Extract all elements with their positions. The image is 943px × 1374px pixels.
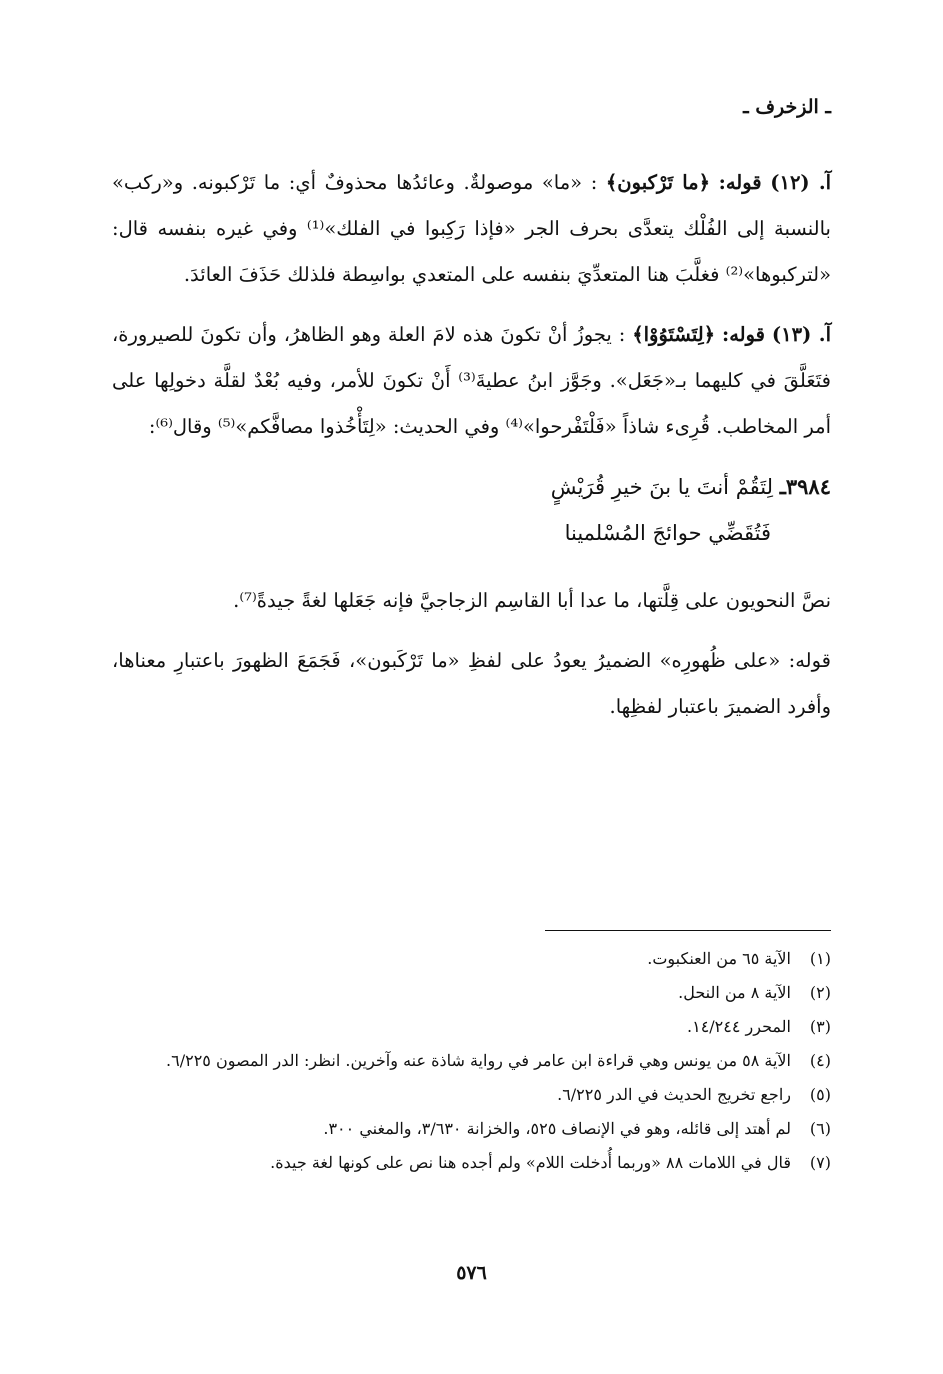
running-header: ـ الزخرف ـ — [743, 96, 831, 118]
quran-quote: ﴿لِتَسْتَوُوْا﴾ — [632, 323, 716, 346]
quran-quote: ﴿ما تَرْكبون﴾ — [605, 171, 711, 194]
footnote-number: (٤) — [809, 1051, 831, 1070]
footnote-number: (٥) — [809, 1085, 831, 1104]
footnote-text: المحرر ١٤/٢٤٤. — [687, 1017, 791, 1036]
footnote-separator — [545, 930, 831, 931]
footnote — [112, 1078, 831, 1112]
footnote-text: الآية ٨ من النحل. — [678, 983, 791, 1002]
footnote-number: (٧) — [809, 1153, 831, 1172]
footnote — [112, 1146, 831, 1180]
footnote-text: راجع تخريج الحديث في الدر ٦/٢٢٥. — [557, 1085, 791, 1104]
footnote-number: (٢) — [809, 983, 831, 1002]
paragraph-after-verse-2: قوله: «على ظُهورِه» الضميرُ يعودُ على لفظِ «ما تَرْكَبون»، فَجَمَعَ الظهورَ باعتبارِ معناها، وأفرد الضميرَ باعتبار لفظِها. — [112, 649, 831, 718]
footnote-text: قال في اللامات ٨٨ «وربما أُدخلت اللام» ولم أجده هنا نص على كونها لغة جيدة. — [270, 1153, 791, 1172]
footnote-number: (١) — [809, 949, 831, 968]
poetry-verse — [112, 464, 831, 556]
verse-hemistich-2: فَتُقَضِّي حوائجَ المُسْلمينا — [564, 521, 771, 545]
verse-number: ٣٩٨٤ـ — [779, 474, 831, 499]
page-number: ٥٧٦ — [456, 1262, 487, 1284]
footnote-number: (٦) — [809, 1119, 831, 1138]
footnote — [112, 1044, 831, 1078]
main-text — [112, 160, 831, 744]
footnote-text: الآية ٥٨ من يونس وهي قراءة ابن عامر في رواية شاذة عنه وآخرين. انظر: الدر المصون ٦/٢٢٥. — [166, 1051, 791, 1070]
footnote — [112, 942, 831, 976]
paragraph-text: : يجوزُ أنْ تكونَ هذه لامَ العلة وهو الظاهرُ، وأن تكونَ للصيرورة، فتَعَلَّقَ في كليهما بـ«جَعَل». وجَوَّز ابنُ عطيةَ⁽³⁾ أَنْ تكونَ للأمر، وفيه بُعْدٌ لقلَّة دخولِها على أمر المخاطب. قُرِىء شاذاً «فَلْتَفْرحوا»⁽⁴⁾ وفي الحديث: «لِتَأْخُذوا مصافَّكم»⁽⁵⁾ وقال⁽⁶⁾: — [112, 323, 831, 438]
paragraph-after-verse-1: نصَّ النحويون على قِلَّتها، ما عدا أبا القاسِم الزجاجيَّ فإنه جَعَلها لغةً جيدةً⁽⁷⁾. — [233, 589, 831, 612]
footnote-number: (٣) — [809, 1017, 831, 1036]
verse-first-hemistich — [112, 464, 831, 510]
verse-hemistich-1: لِتَقُمْ أنتَ يا بنَ خيرِ قُرَيْشٍ — [550, 475, 774, 499]
paragraph-number: آ. (١٣) — [771, 323, 832, 346]
footnote — [112, 976, 831, 1010]
footnotes — [112, 942, 831, 1180]
footnote — [112, 1112, 831, 1146]
footnote — [112, 1010, 831, 1044]
footnote-text: الآية ٦٥ من العنكبوت. — [647, 949, 791, 968]
paragraph-keyword: قوله: — [718, 171, 762, 194]
paragraph-12 — [112, 160, 831, 298]
paragraph-keyword: قوله: — [722, 323, 765, 346]
footnote-text: لم أهتد إلى قائله، وهو في الإنصاف ٥٢٥، والخزانة ٣/٦٣٠، والمغني ٣٠٠. — [323, 1119, 791, 1138]
paragraph-13 — [112, 312, 831, 450]
paragraph-text: : «ما» موصولةٌ. وعائدُها محذوفٌ أي: ما تَرْكبونه. و«ركب» بالنسبة إلى الفُلْك يتعدَّى بحرف الجر «فإذا رَكِبوا في الفلك»⁽¹⁾ وفي غيره بنفسه قال: «لتركبوها»⁽²⁾ فغلَّبَ هنا المتعدِّيَ بنفسه على المتعدي بواسِطة فلذلك حَذَفَ العائدَ. — [112, 171, 831, 286]
paragraph-number: آ. (١٢) — [770, 171, 832, 194]
